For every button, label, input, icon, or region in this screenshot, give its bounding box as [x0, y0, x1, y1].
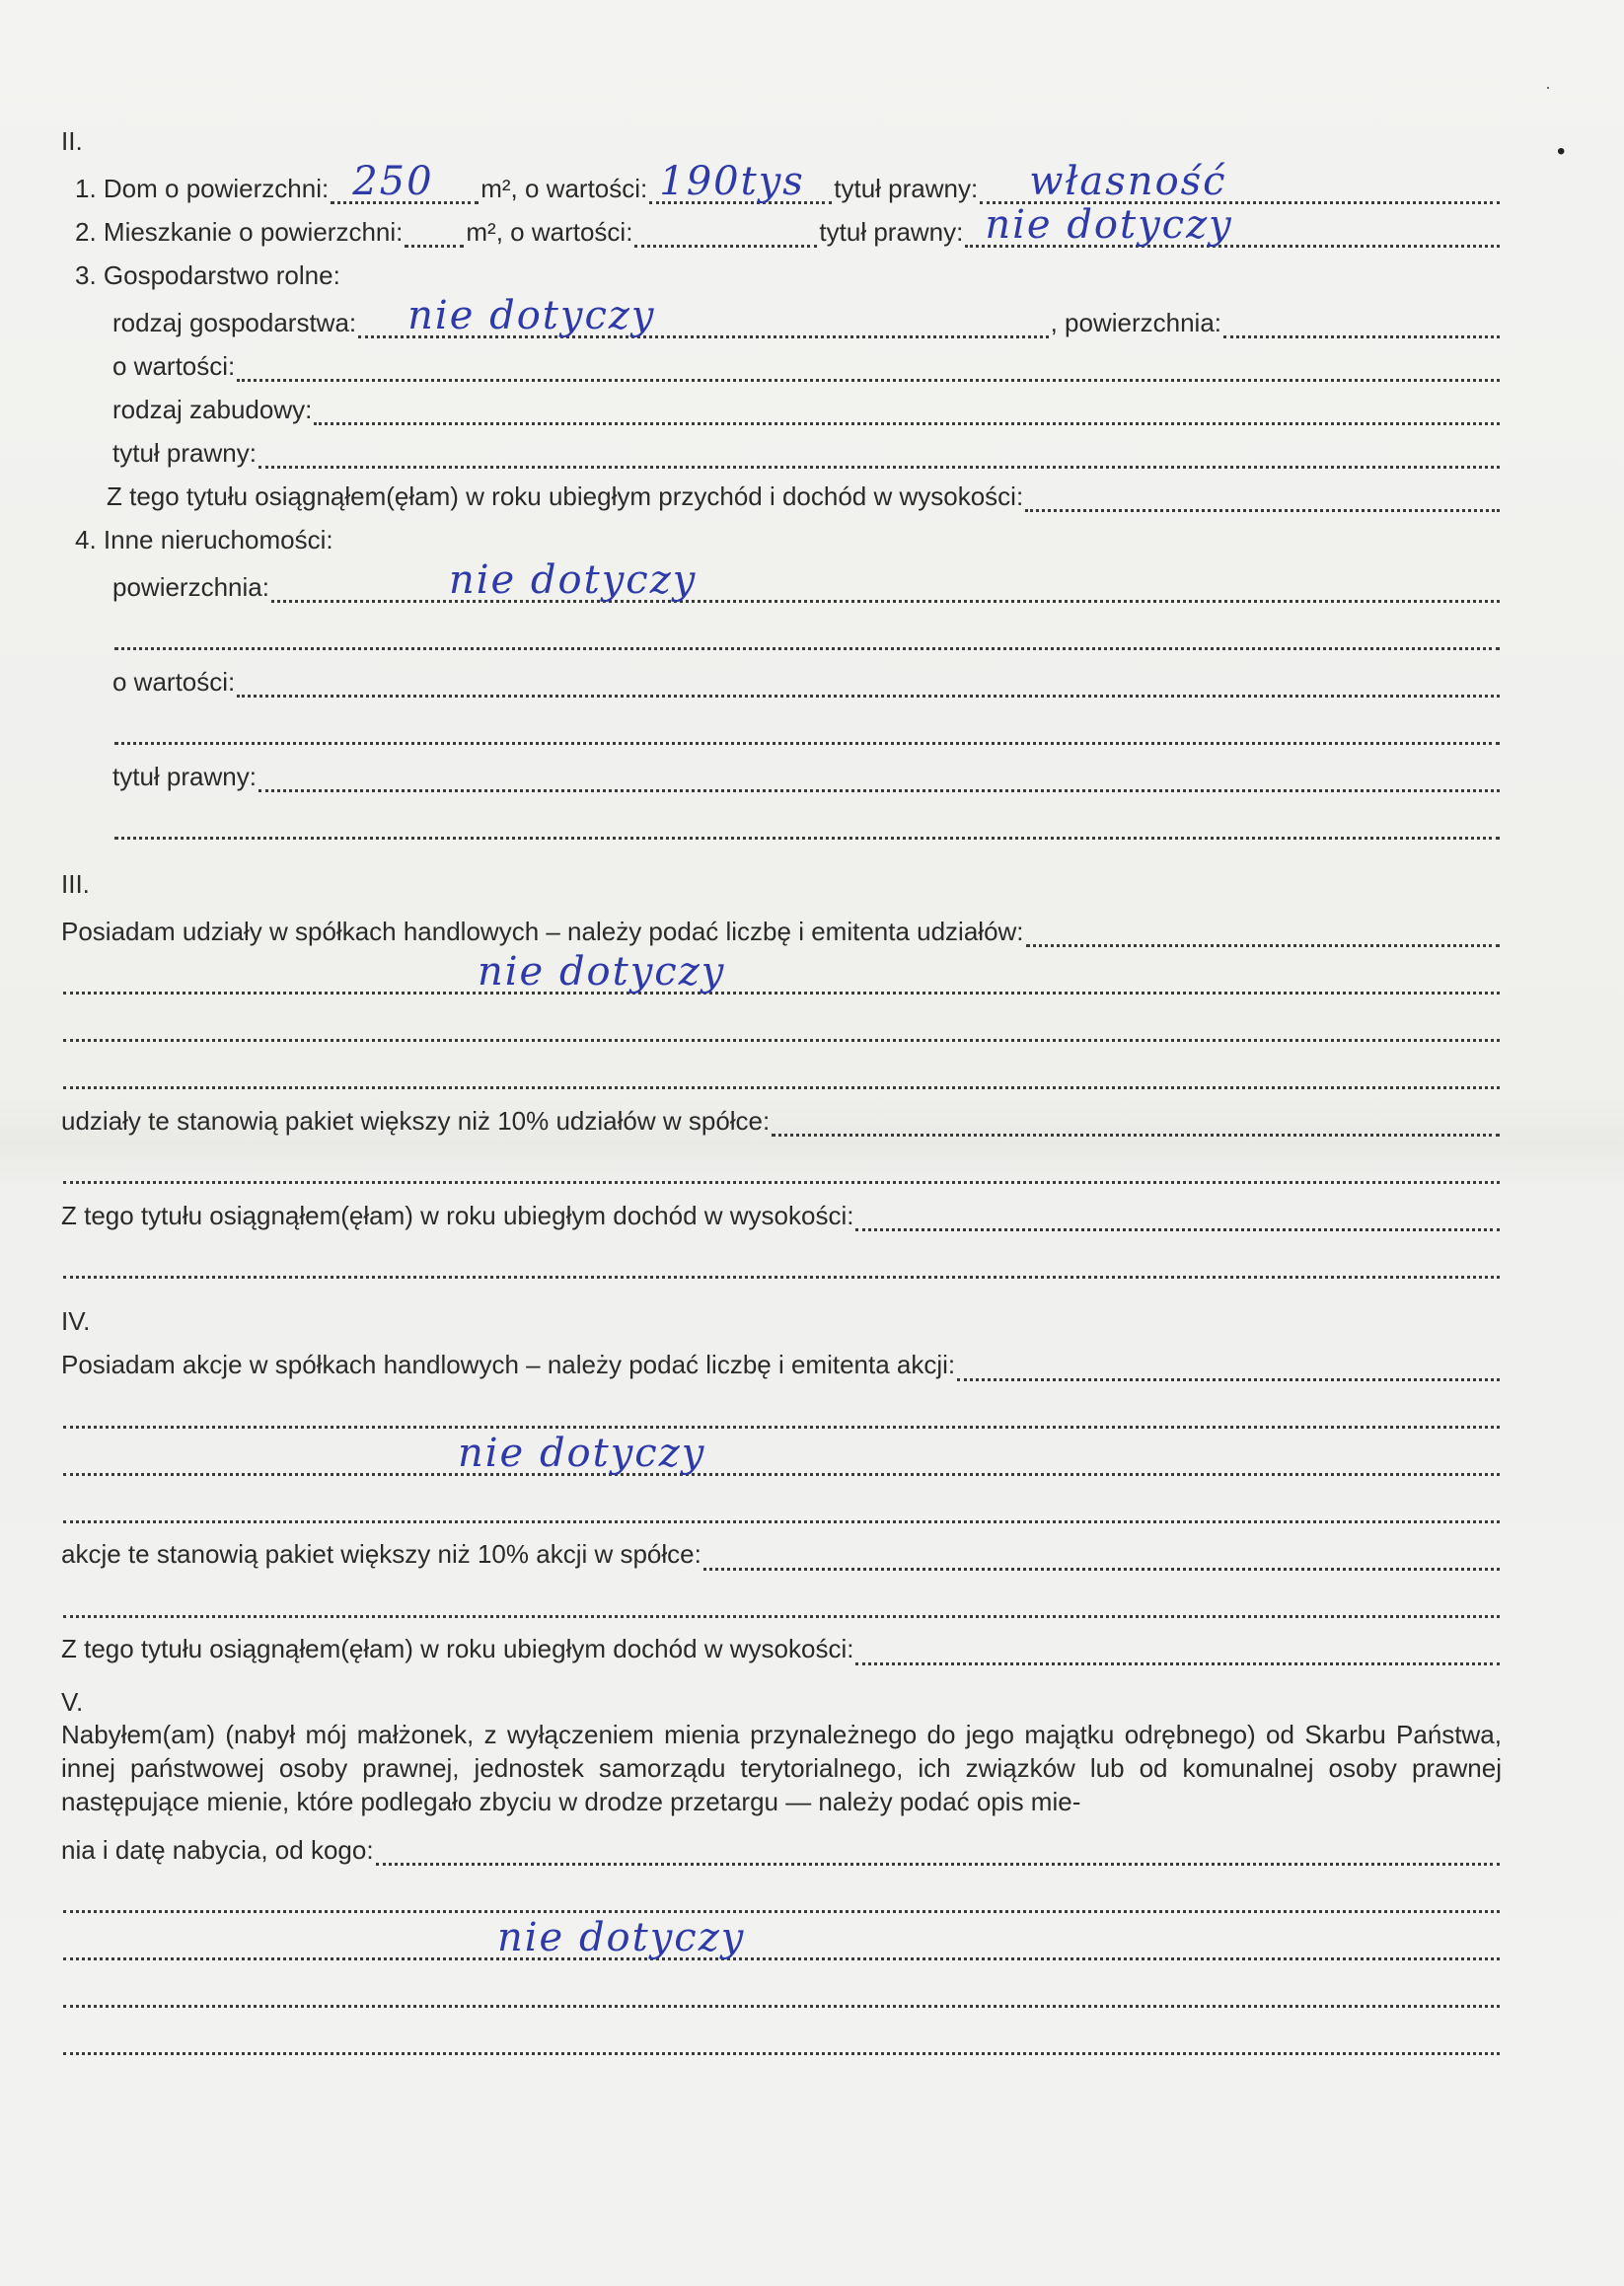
udzialy-field-4[interactable]: [63, 1061, 1500, 1089]
scan-speck: ·: [1545, 77, 1551, 97]
row-gosp-zabudowa: [61, 382, 1502, 425]
row-inne-tytul: [61, 745, 1502, 792]
row-akcje-pakiet: [61, 1523, 1502, 1571]
row-nabycie-2: [61, 1866, 1502, 1913]
form-content: [61, 118, 1502, 2055]
gosp-income-label: Z tego tytułu osiągnąłem(ęłam) w roku ubiegłym przychód i dochód w wysokości:: [107, 481, 1024, 511]
inne-tytul-field[interactable]: [258, 764, 1500, 792]
inne-wartosc-label: o wartości:: [112, 667, 236, 697]
row-akcje-income: [61, 1618, 1502, 1665]
akcje-field[interactable]: [957, 1353, 1500, 1381]
gosp-rodzaj-value: nie dotyczy: [407, 293, 656, 339]
row-inne-pow: [61, 555, 1502, 603]
row-gosp-tytul: [61, 425, 1502, 469]
row-inne-wartosc: [61, 650, 1502, 698]
nabycie-field-5[interactable]: [63, 2027, 1500, 2055]
akcje-pakiet-label: akcje te stanowią pakiet większy niż 10% akcji w spółce:: [61, 1539, 701, 1570]
inne-tytul-label: tytuł prawny:: [112, 762, 257, 791]
row-akcje-4: [61, 1476, 1502, 1523]
udzialy-value: nie dotyczy: [478, 949, 726, 996]
row-udzialy-2: [61, 947, 1502, 995]
udzialy-label: Posiadam udziały w spółkach handlowych – należy podać liczbę i emitenta udziałów:: [61, 917, 1024, 947]
row-akcje: [61, 1338, 1502, 1381]
akcje-value: nie dotyczy: [458, 1430, 706, 1476]
udzialy-field[interactable]: [1026, 919, 1500, 947]
nabycie-field-4[interactable]: [63, 1979, 1500, 2008]
gosp-pow-field[interactable]: [1223, 310, 1500, 338]
nabycie-field-3[interactable]: [63, 1914, 1500, 1960]
akcje-income-label: Z tego tytułu osiągnąłem(ęłam) w roku ubiegłym dochód w wysokości:: [61, 1634, 854, 1664]
dom-title-label: tytuł prawny:: [834, 174, 979, 203]
dom-title-field[interactable]: [980, 159, 1500, 205]
gosp-zabudowa-label: rodzaj zabudowy:: [112, 395, 313, 424]
akcje-field-2[interactable]: [63, 1400, 1500, 1429]
dom-area-value: 250: [352, 159, 434, 205]
section-v-text: Nabyłem(am) (nabył mój małżonek, z wyłączeniem mienia przynależnego do jego majątku odrębnego) od Skarbu Państwa, innej państwowej osoby prawnej, jednostek samorządu terytorialnego, ich związków lub od komunalnej osoby prawnej następujące mienie, które podlegało zbyciu w drodze przetargu — należy podać opis mie-: [61, 1719, 1502, 1816]
mieszkanie-label: 2. Mieszkanie o powierzchni:: [75, 217, 404, 247]
gosp-tytul-label: tytuł prawny:: [112, 438, 257, 468]
nabycie-field[interactable]: [376, 1837, 1500, 1866]
gosp-zabudowa-field[interactable]: [314, 397, 1500, 425]
row-udzialy: [61, 900, 1502, 947]
udzialy-pakiet-label: udziały te stanowią pakiet większy niż 10% udziałów w spółce:: [61, 1106, 771, 1137]
akcje-field-3[interactable]: [63, 1430, 1500, 1476]
row-udzialy-pakiet: [61, 1089, 1502, 1137]
section-iii-heading: III.: [61, 869, 90, 900]
row-udzialy-4: [61, 1042, 1502, 1089]
gosp-wartosc-field[interactable]: [237, 353, 1500, 382]
udzialy-pakiet-field-2[interactable]: [63, 1155, 1500, 1184]
row-gospodarstwo: [61, 248, 1502, 291]
gosp-rodzaj-field[interactable]: [358, 293, 1048, 339]
udzialy-pakiet-field[interactable]: [772, 1108, 1500, 1137]
inne-pow-value: nie dotyczy: [448, 557, 698, 604]
udzialy-field-2[interactable]: [63, 949, 1500, 996]
row-akcje-pakiet-2: [61, 1571, 1502, 1618]
row-udzialy-pakiet-2: [61, 1137, 1502, 1184]
row-inne-tytul-2: [61, 792, 1502, 840]
akcje-pakiet-field[interactable]: [703, 1542, 1500, 1571]
row-udzialy-income-2: [61, 1231, 1502, 1279]
row-mieszkanie: [61, 204, 1502, 248]
row-gosp-income: [61, 469, 1502, 512]
udzialy-income-field[interactable]: [855, 1203, 1500, 1231]
row-inne-pow-2: [61, 603, 1502, 650]
akcje-label: Posiadam akcje w spółkach handlowych – należy podać liczbę i emitenta akcji:: [61, 1350, 956, 1380]
mieszkanie-m2-label: m², o wartości:: [466, 217, 633, 247]
row-nabycie-3: [61, 1913, 1502, 1960]
dom-label: 1. Dom o powierzchni:: [75, 174, 330, 203]
nabycie-label: nia i datę nabycia, od kogo:: [61, 1834, 374, 1865]
gosp-wartosc-label: o wartości:: [112, 351, 236, 381]
udzialy-income-field-2[interactable]: [63, 1250, 1500, 1279]
row-akcje-2: [61, 1381, 1502, 1429]
inne-pow-field-2[interactable]: [114, 622, 1500, 650]
inne-label: 4. Inne nieruchomości:: [75, 525, 333, 554]
nabycie-value: nie dotyczy: [497, 1914, 746, 1960]
row-gosp-rodzaj: [61, 291, 1502, 338]
row-nabycie-5: [61, 2008, 1502, 2055]
row-inne-wartosc-2: [61, 698, 1502, 745]
dom-area-field[interactable]: [331, 159, 479, 205]
udzialy-income-label: Z tego tytułu osiągnąłem(ęłam) w roku ubiegłym dochód w wysokości:: [61, 1201, 854, 1231]
udzialy-field-3[interactable]: [63, 1013, 1500, 1042]
section-ii-heading: II.: [61, 126, 83, 156]
akcje-field-4[interactable]: [63, 1495, 1500, 1523]
row-dom: [61, 157, 1502, 204]
mieszkanie-title-label: tytuł prawny:: [819, 217, 964, 247]
nabycie-field-2[interactable]: [63, 1884, 1500, 1913]
row-akcje-3: [61, 1429, 1502, 1476]
gospodarstwo-label: 3. Gospodarstwo rolne:: [75, 260, 340, 290]
dom-value-field[interactable]: [649, 159, 832, 205]
inne-pow-label: powierzchnia:: [112, 572, 269, 602]
dom-title-value: własność: [1029, 159, 1227, 205]
inne-wartosc-field-2[interactable]: [114, 716, 1500, 745]
row-udzialy-3: [61, 995, 1502, 1042]
mieszkanie-title-field[interactable]: [965, 202, 1500, 249]
section-v-heading: V.: [61, 1686, 84, 1717]
section-iv-heading: IV.: [61, 1306, 91, 1337]
gosp-income-field[interactable]: [1025, 483, 1500, 512]
akcje-income-field[interactable]: [855, 1637, 1500, 1665]
row-udzialy-income: [61, 1184, 1502, 1231]
dom-m2-label: m², o wartości:: [480, 174, 648, 203]
row-inne: [61, 512, 1502, 555]
mieszkanie-title-value: nie dotyczy: [985, 202, 1233, 249]
row-nabycie: [61, 1818, 1502, 1866]
row-gosp-wartosc: [61, 338, 1502, 382]
mieszkanie-area-field[interactable]: [405, 219, 464, 248]
gosp-rodzaj-label: rodzaj gospodarstwa:: [112, 308, 357, 337]
scan-speck: •: [1557, 138, 1566, 165]
inne-pow-field[interactable]: [271, 557, 1500, 604]
gosp-tytul-field[interactable]: [258, 440, 1500, 469]
inne-wartosc-field[interactable]: [237, 669, 1500, 698]
row-nabycie-4: [61, 1960, 1502, 2008]
mieszkanie-value-field[interactable]: [634, 219, 817, 248]
dom-value: 190tys: [659, 159, 805, 205]
gosp-pow-label: , powierzchnia:: [1050, 308, 1221, 337]
akcje-pakiet-field-2[interactable]: [63, 1589, 1500, 1618]
inne-tytul-field-2[interactable]: [114, 811, 1500, 840]
